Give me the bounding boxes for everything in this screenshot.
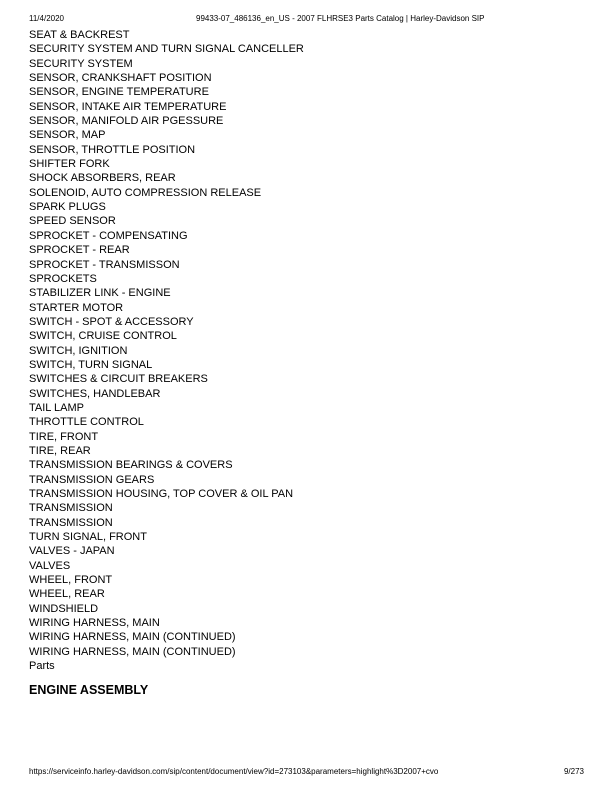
parts-list-item [29, 258, 304, 272]
parts-link[interactable]: SOLENOID, AUTO COMPRESSION RELEASE [29, 186, 262, 199]
parts-link[interactable]: WIRING HARNESS, MAIN (CONTINUED) [29, 631, 236, 644]
parts-list-item [29, 272, 304, 286]
parts-list-item [29, 458, 304, 472]
parts-list-item [29, 171, 304, 185]
parts-list-item [29, 487, 304, 501]
parts-list-item [29, 229, 304, 243]
parts-link[interactable]: SWITCH, TURN SIGNAL [29, 358, 153, 371]
parts-link[interactable]: SENSOR, MAP [29, 129, 106, 142]
parts-link[interactable]: TRANSMISSION BEARINGS & COVERS [29, 459, 233, 472]
parts-link[interactable]: SENSOR, ENGINE TEMPERATURE [29, 86, 209, 99]
parts-list-item [29, 544, 304, 558]
parts-list-item [29, 587, 304, 601]
parts-link[interactable]: SWITCHES & CIRCUIT BREAKERS [29, 373, 208, 386]
parts-link[interactable]: WIRING HARNESS, MAIN [29, 617, 160, 630]
parts-list-item [29, 501, 304, 515]
parts-link[interactable]: SPEED SENSOR [29, 215, 116, 228]
parts-list-item [29, 85, 304, 99]
parts-list-item [29, 301, 304, 315]
parts-link[interactable]: TAIL LAMP [29, 401, 85, 414]
parts-list-item [29, 559, 304, 573]
parts-list-item [29, 214, 304, 228]
print-header [29, 13, 583, 25]
parts-link[interactable]: TRANSMISSION [29, 502, 113, 515]
parts-link[interactable]: TRANSMISSION HOUSING, TOP COVER & OIL PAN [29, 488, 294, 500]
parts-link[interactable]: SENSOR, CRANKSHAFT POSITION [29, 72, 212, 85]
parts-link[interactable]: STABILIZER LINK - ENGINE [29, 287, 171, 300]
page-url: https://serviceinfo.harley-davidson.com/sip/content/document/view?id=273103&parameters=highlight%3D2007+cvo [29, 767, 439, 776]
print-footer [29, 766, 584, 778]
section-heading: ENGINE ASSEMBLY [29, 683, 149, 697]
parts-link[interactable]: VALVES - JAPAN [29, 545, 115, 558]
parts-link[interactable]: WINDSHIELD [29, 602, 99, 615]
parts-list-item [29, 344, 304, 358]
parts-link[interactable]: TRANSMISSION [29, 516, 113, 529]
parts-link[interactable]: SPROCKET - TRANSMISSON [29, 258, 180, 271]
parts-list-item [29, 114, 304, 128]
parts-link[interactable]: WHEEL, REAR [29, 588, 105, 601]
parts-list-item [29, 645, 304, 659]
parts-link[interactable]: SWITCH, CRUISE CONTROL [29, 330, 177, 343]
parts-link[interactable]: SECURITY SYSTEM [29, 57, 133, 70]
parts-list-item [29, 243, 304, 257]
parts-list-item [29, 100, 304, 114]
parts-link[interactable]: SPROCKET - COMPENSATING [29, 229, 188, 242]
parts-list-item [29, 143, 304, 157]
parts-list-item [29, 329, 304, 343]
parts-list-item [29, 71, 304, 85]
parts-list-item [29, 28, 304, 42]
parts-link[interactable]: STARTER MOTOR [29, 301, 124, 314]
parts-list-item [29, 358, 304, 372]
parts-list-item [29, 444, 304, 458]
parts-link[interactable]: TIRE, FRONT [29, 430, 99, 443]
parts-list-item [29, 516, 304, 530]
parts-link[interactable]: SECURITY SYSTEM AND TURN SIGNAL CANCELLER [29, 43, 304, 56]
parts-list-item [29, 200, 304, 214]
parts-link[interactable]: SEAT & BACKREST [29, 29, 130, 41]
parts-list-item [29, 315, 304, 329]
parts-list-item [29, 42, 304, 56]
parts-link[interactable]: SPROCKET - REAR [29, 244, 130, 257]
parts-link[interactable]: TIRE, REAR [29, 444, 91, 457]
parts-link[interactable]: THROTTLE CONTROL [29, 416, 144, 429]
parts-list-item [29, 128, 304, 142]
parts-list-item [29, 387, 304, 401]
parts-link[interactable]: WIRING HARNESS, MAIN (CONTINUED) [29, 645, 236, 658]
parts-list [29, 28, 304, 673]
parts-list-item [29, 630, 304, 644]
parts-link[interactable]: TURN SIGNAL, FRONT [29, 531, 147, 544]
parts-list-item [29, 430, 304, 444]
parts-link[interactable]: SWITCHES, HANDLEBAR [29, 387, 161, 400]
parts-link[interactable]: SHOCK ABSORBERS, REAR [29, 172, 176, 185]
parts-link[interactable]: VALVES [29, 559, 71, 572]
parts-link[interactable]: SWITCH - SPOT & ACCESSORY [29, 315, 194, 328]
parts-link[interactable]: WHEEL, FRONT [29, 574, 113, 587]
parts-list-item [29, 157, 304, 171]
page-number: 9/273 [563, 767, 584, 776]
parts-link[interactable]: SHIFTER FORK [29, 158, 110, 171]
parts-link[interactable]: SPROCKETS [29, 272, 97, 285]
parts-list-item [29, 616, 304, 630]
parts-list-item [29, 57, 304, 71]
parts-link[interactable]: TRANSMISSION GEARS [29, 473, 155, 486]
parts-list-item [29, 602, 304, 616]
parts-list-item [29, 573, 304, 587]
parts-list-item [29, 415, 304, 429]
parts-link[interactable]: SPARK PLUGS [29, 201, 106, 214]
parts-label: Parts [29, 660, 55, 673]
parts-link[interactable]: SENSOR, THROTTLE POSITION [29, 143, 196, 156]
parts-link[interactable]: SWITCH, IGNITION [29, 344, 128, 357]
print-date: 11/4/2020 [29, 14, 64, 23]
parts-link[interactable]: SENSOR, INTAKE AIR TEMPERATURE [29, 100, 227, 113]
parts-list-item [29, 372, 304, 386]
parts-list-item [29, 186, 304, 200]
parts-list-item [29, 530, 304, 544]
parts-link[interactable]: SENSOR, MANIFOLD AIR PGESSURE [29, 115, 224, 128]
parts-list-item [29, 473, 304, 487]
document-title: 99433-07_486136_en_US - 2007 FLHRSE3 Parts Catalog | Harley-Davidson SIP [196, 14, 485, 23]
parts-list-item [29, 401, 304, 415]
parts-list-item [29, 286, 304, 300]
